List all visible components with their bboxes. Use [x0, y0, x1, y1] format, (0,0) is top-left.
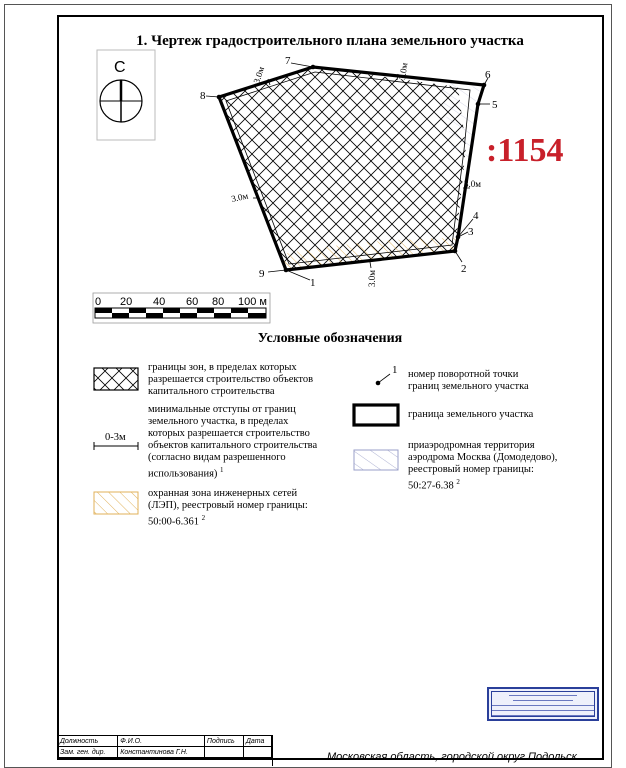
legend-airport-symbol	[354, 450, 398, 470]
svg-text:3.0м: 3.0м	[367, 270, 377, 287]
point-3-label: 3	[468, 226, 474, 238]
header-date: Дата	[243, 736, 271, 747]
parcel-number-label: :1154	[486, 132, 564, 169]
point-4-label: 4	[473, 210, 479, 222]
legend-buildable-text: границы зон, в пределах которых разрешается строительство объектов капитального строительства	[148, 362, 314, 397]
svg-text:3.0м: 3.0м	[230, 190, 249, 204]
legend-boundary-symbol	[354, 405, 398, 425]
title-block	[57, 735, 604, 766]
svg-text:3.0м: 3.0м	[397, 62, 410, 81]
legend-heading: Условные обозначения	[257, 331, 403, 346]
point-5-label: 5	[492, 99, 498, 111]
legend-buildable-symbol	[94, 368, 138, 390]
point-6-label: 6	[485, 69, 491, 81]
drawing-title: 1. Чертеж градостроительного плана земельного участка	[136, 33, 524, 49]
legend-boundary-text: граница земельного участка	[408, 409, 534, 420]
legend-protection-symbol	[94, 492, 138, 514]
cell-date	[243, 747, 271, 758]
header-position: Должность	[58, 736, 118, 747]
legend-protection-text: охранная зона инженерных сетей (ЛЭП), реестровый номер границы: 50:00-6.361 $^2$	[148, 488, 308, 528]
electronic-signature-stamp	[487, 687, 599, 721]
point-9-label: 9	[259, 268, 265, 280]
scale-tick-80: 80	[212, 296, 225, 308]
scale-tick-20: 20	[120, 296, 133, 308]
scale-tick-100: 100 м	[238, 296, 267, 308]
scale-tick-0: 0	[95, 296, 102, 308]
point-7-label: 7	[285, 55, 291, 67]
title-block-header-row	[58, 736, 272, 747]
title-block-table	[57, 735, 272, 758]
legend-turn-point-text: номер поворотной точки границ земельного участка	[408, 369, 529, 392]
cell-signature	[204, 747, 243, 758]
legend-airport-text: приаэродромная территория аэродрома Москва (Домодедово), реестровый номер границы: 50:27-6.38 $^2$	[408, 440, 558, 492]
legend-setback-text: минимальные отступы от границ земельного участка, в пределах которых разрешается строительство объектов капитального строительства (согласно видам разрешенного использования) $^1$	[148, 404, 318, 480]
cell-position: Зам. ген. дир.	[58, 747, 118, 758]
legend-setback-value: 0-3м	[105, 432, 126, 443]
point-1-label: 1	[310, 277, 316, 289]
compass-north-label: С	[114, 59, 126, 76]
svg-text:3.0м: 3.0м	[464, 179, 481, 189]
svg-text:3.0м: 3.0м	[251, 65, 267, 85]
header-signature: Подпись	[204, 736, 243, 747]
site-plan	[0, 0, 626, 330]
legend-turn-point-number: 1	[392, 364, 398, 376]
title-block-address: Московская область, городской округ Подольск	[327, 751, 577, 763]
scale-tick-60: 60	[186, 296, 199, 308]
cell-name: Константинова Г.Н.	[118, 747, 205, 758]
scale-tick-40: 40	[153, 296, 166, 308]
point-2-label: 2	[461, 263, 467, 275]
header-name: Ф.И.О.	[118, 736, 205, 747]
title-block-row	[58, 747, 272, 758]
point-8-label: 8	[200, 90, 206, 102]
